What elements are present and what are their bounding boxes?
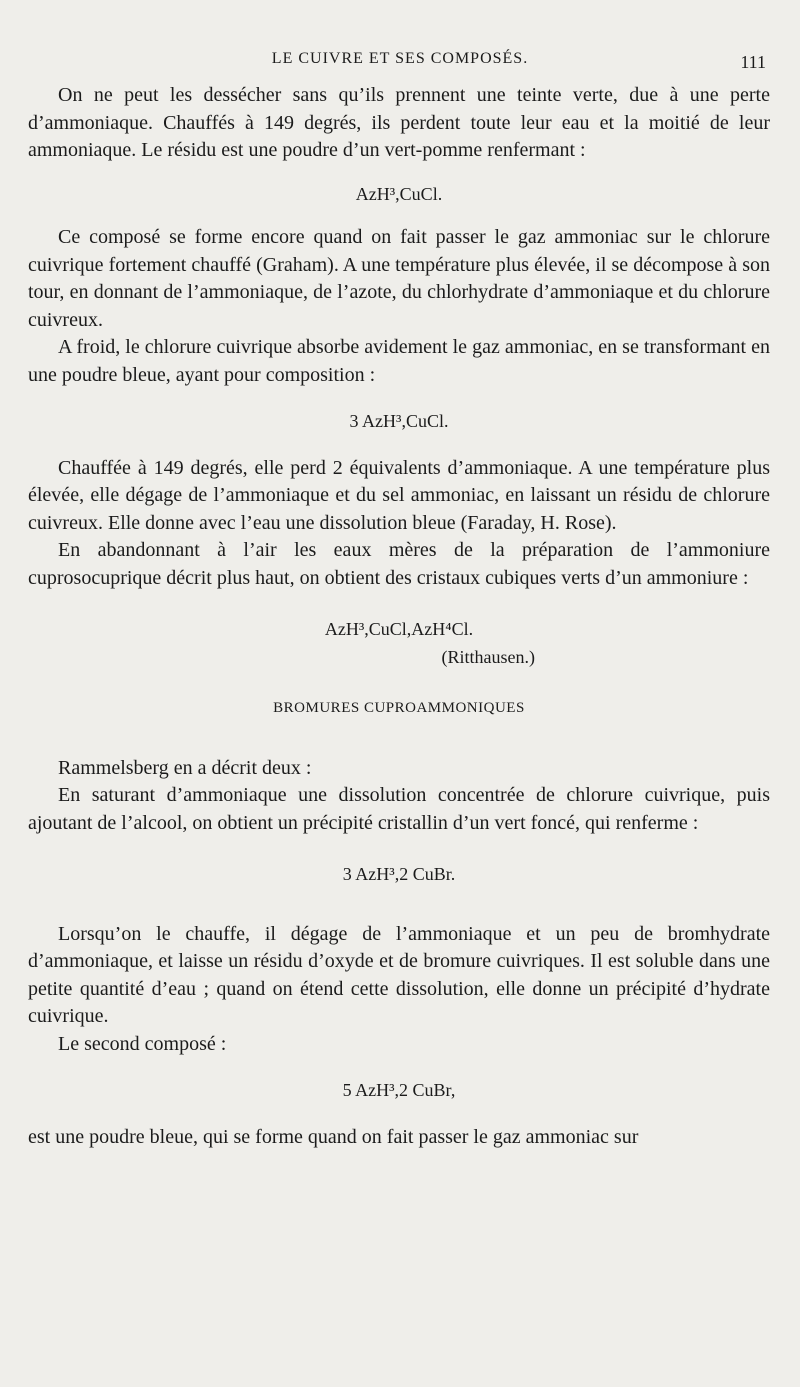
paragraph: Lorsqu’on le chauffe, il dégage de l’ammoniaque et un peu de bromhydrate d’ammoniaque, et laisse un résidu d’oxyde et de bromure cuivriques. Il est soluble dans une petite quantité d’eau ; quand on étend cette dissolution, elle donne un précipité d’hydrate cuivrique. bbox=[28, 922, 770, 1027]
paragraph: Chauffée à 149 degrés, elle perd 2 équivalents d’ammoniaque. A une température plus élevée, elle dégage de l’ammoniaque et du sel ammoniac, en laissant un résidu de chlorure cuivreux. Elle donne avec l’eau une dissolution bleue (Faraday, H. Rose). bbox=[28, 456, 770, 534]
paragraph: Le second composé : bbox=[58, 1032, 227, 1055]
page-header bbox=[0, 50, 800, 76]
running-title: LE CUIVRE ET SES COMPOSÉS. bbox=[271, 50, 529, 67]
paragraph: Ce composé se forme encore quand on fait passer le gaz ammoniac sur le chlorure cuivrique fortement chauffé (Graham). A une température plus élevée, il se décompose à son tour, en donnant de l’ammoniaque, de l’azote, du chlorhydrate d’ammoniaque et du chlorure cuivreux. bbox=[28, 226, 770, 331]
formula: 3 AzH³,CuCl. bbox=[349, 411, 449, 431]
paragraph: A froid, le chlorure cuivrique absorbe avidement le gaz ammoniac, en se transformant en une poudre bleue, ayant pour composition : bbox=[28, 336, 770, 386]
page-number: 111 bbox=[740, 52, 766, 72]
formula: AzH³,CuCl,AzH⁴Cl. bbox=[324, 619, 474, 639]
paragraph: On ne peut les dessécher sans qu’ils prennent une teinte verte, due à une perte d’ammoniaque. Chauffés à 149 degrés, ils perdent toute leur eau et la moitié de leur ammoniaque. Le résidu est une poudre d’un vert-pomme renfermant : bbox=[28, 84, 770, 161]
formula-attribution: (Ritthausen.) bbox=[441, 646, 535, 667]
paragraph: En saturant d’ammoniaque une dissolution concentrée de chlorure cuivrique, puis ajoutant de l’alcool, on obtient un précipité cristallin d’un vert foncé, qui renferme : bbox=[28, 784, 770, 834]
paragraph: En abandonnant à l’air les eaux mères de la préparation de l’ammoniure cuprosocuprique décrit plus haut, on obtient des cristaux cubiques verts d’un ammoniure : bbox=[28, 539, 770, 589]
formula: 3 AzH³,2 CuBr. bbox=[342, 864, 456, 884]
paragraph: Rammelsberg en a décrit deux : bbox=[58, 756, 312, 779]
formula: 5 AzH³,2 CuBr, bbox=[342, 1080, 456, 1100]
paragraph: est une poudre bleue, qui se forme quand on fait passer le gaz ammoniac sur bbox=[28, 1125, 639, 1148]
formula: AzH³,CuCl. bbox=[355, 183, 443, 204]
page-body bbox=[28, 82, 770, 1151]
section-title: BROMURES CUPROAMMONIQUES bbox=[273, 700, 525, 716]
